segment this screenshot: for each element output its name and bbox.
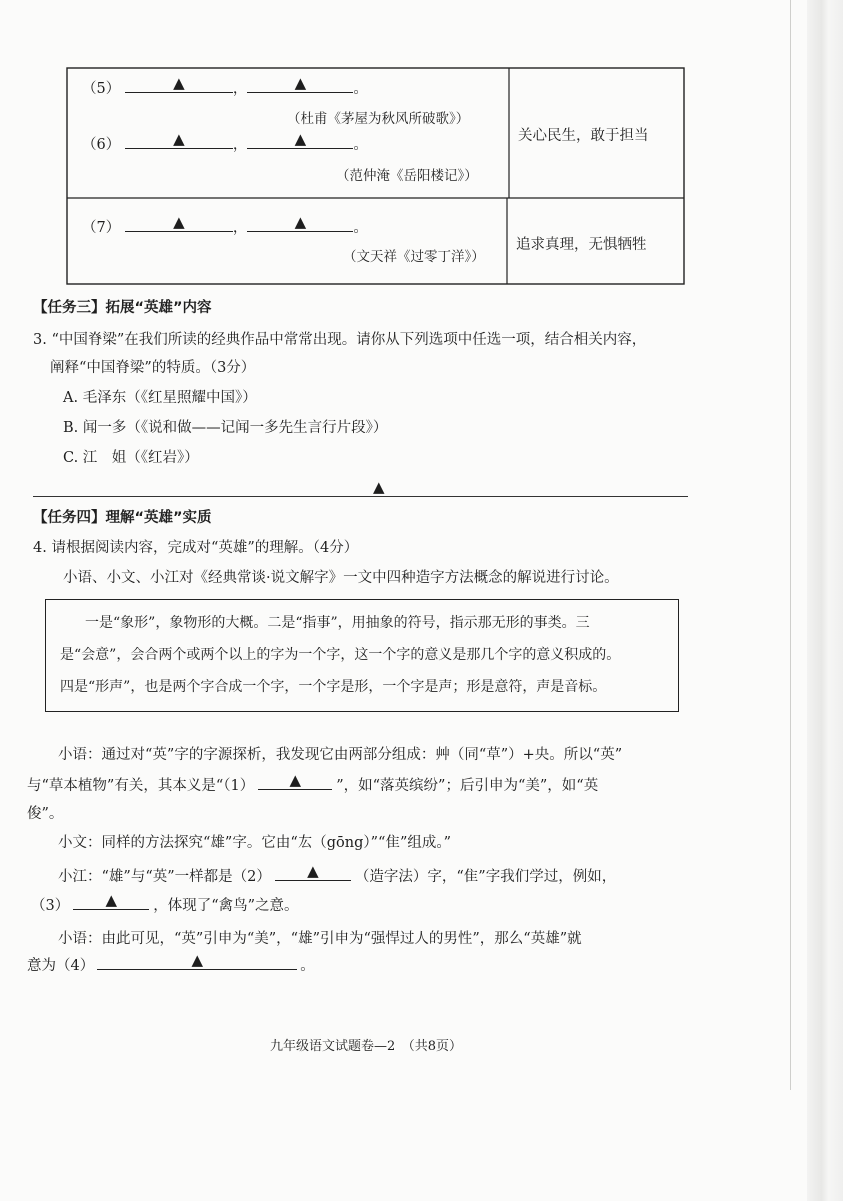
option-a[interactable]: A. 毛泽东（《红星照耀中国》）: [63, 390, 257, 406]
blank-marker-icon: ▲: [294, 130, 307, 148]
task4-intro: 小语、小文、小江对《经典常谈·说文解字》一文中四种造字方法概念的解说进行讨论。: [63, 570, 619, 586]
text: 。: [300, 958, 315, 974]
blank-marker-icon: ▲: [173, 130, 185, 148]
dialogue-xiaojiang-line1: [58, 864, 616, 886]
quality-1: 关心民生，敢于担当: [518, 128, 649, 144]
blank-1[interactable]: [258, 773, 332, 790]
blank-6b[interactable]: [247, 132, 353, 149]
item-7-number: （7）: [82, 220, 121, 236]
dialogue-xiaoyu-2-line2: [27, 953, 315, 975]
task3-question-line1: 3. “中国脊梁”在我们所读的经典作品中常常出现。请你从下列选项中任选一项，结合相关内容，: [33, 332, 647, 348]
item-5-number: （5）: [82, 81, 121, 97]
dialogue-xiaoyu-1-line1: 小语：通过对“英”字的字源探析，我发现它由两部分组成：艸（同“草”）+央。所以“英”: [58, 747, 623, 763]
dialogue-xiaoyu-1-line2: [27, 773, 598, 795]
blank-marker-icon: ▲: [307, 862, 319, 880]
item-6: [82, 132, 368, 154]
dialogue-xiaojiang-line2: [31, 893, 299, 915]
dialogue-xiaoyu-1-line3: 俊”。: [27, 806, 64, 822]
option-b[interactable]: B. 闻一多（《说和做——记闻一多先生言行片段》）: [63, 420, 388, 436]
comma: ，: [232, 220, 248, 236]
item-5: [82, 76, 368, 98]
box-line-1: 一是“象形”，象物形的大概。二是“指事”，用抽象的符号，指示那无形的事类。三: [85, 615, 590, 631]
text: （造字法）字，“隹”字我们学过，例如，: [354, 869, 617, 885]
blank-5a[interactable]: [125, 76, 233, 93]
text: ，体现了“禽鸟”之意。: [153, 898, 299, 914]
box-line-3: 四是“形声”，也是两个字合成一个字，一个字是形，一个字是声；形是意符，声是音标。: [60, 679, 607, 695]
source-7: （文天祥《过零丁洋》）: [343, 249, 485, 265]
text: 意为（4）: [27, 958, 95, 974]
source-5: （杜甫《茅屋为秋风所破歌》）: [287, 111, 470, 127]
blank-6a[interactable]: [125, 132, 233, 149]
blank-marker-icon: ▲: [105, 891, 118, 909]
task3-heading: 【任务三】拓展“英雄”内容: [33, 300, 212, 316]
item-7: [82, 215, 368, 237]
period: 。: [353, 220, 368, 236]
blank-2[interactable]: [275, 864, 351, 881]
dialogue-xiaowen: 小文：同样的方法探究“雄”字。它由“厷（gōng）”“隹”组成。”: [58, 835, 452, 851]
text: ”，如“落英缤纷”；后引申为“美”，如“英: [336, 778, 599, 794]
task4-heading: 【任务四】理解“英雄”实质: [33, 510, 212, 526]
blank-5b[interactable]: [247, 76, 353, 93]
blank-4[interactable]: [97, 953, 297, 970]
blank-marker-icon: ▲: [294, 213, 307, 231]
blank-marker-icon: ▲: [173, 74, 185, 92]
option-c[interactable]: C. 江 姐（《红岩》）: [63, 450, 199, 466]
blank-7a[interactable]: [125, 215, 233, 232]
blank-marker-icon: ▲: [373, 478, 385, 496]
text: 小江：“雄”与“英”一样都是（2）: [58, 869, 271, 885]
dialogue-xiaoyu-2-line1: 小语：由此可见，“英”引申为“美”，“雄”引申为“强悍过人的男性”，那么“英雄”就: [58, 931, 582, 947]
blank-3[interactable]: [73, 893, 149, 910]
blank-marker-icon: ▲: [173, 213, 185, 231]
blank-marker-icon: ▲: [289, 771, 301, 789]
page-footer: 九年级语文试题卷—2 （共8页）: [270, 1039, 463, 1054]
task3-answer-line[interactable]: [33, 495, 688, 497]
box-line-2: 是“会意”，会合两个或两个以上的字为一个字，这一个字的意义是那几个字的意义积成的。: [60, 647, 621, 663]
blank-marker-icon: ▲: [191, 951, 204, 969]
period: 。: [353, 81, 368, 97]
blank-7b[interactable]: [247, 215, 353, 232]
text: 与“草本植物”有关，其本义是“（1）: [27, 778, 255, 794]
period: 。: [353, 137, 368, 153]
text: （3）: [31, 898, 70, 914]
item-6-number: （6）: [82, 137, 121, 153]
task4-question: 4. 请根据阅读内容，完成对“英雄”的理解。（4分）: [33, 540, 359, 556]
comma: ，: [232, 137, 248, 153]
comma: ，: [232, 81, 248, 97]
task3-question-line2: 阐释“中国脊梁”的特质。（3分）: [50, 360, 256, 376]
quality-2: 追求真理，无惧牺牲: [516, 237, 647, 253]
source-6: （范仲淹《岳阳楼记》）: [336, 168, 478, 184]
blank-marker-icon: ▲: [294, 74, 307, 92]
